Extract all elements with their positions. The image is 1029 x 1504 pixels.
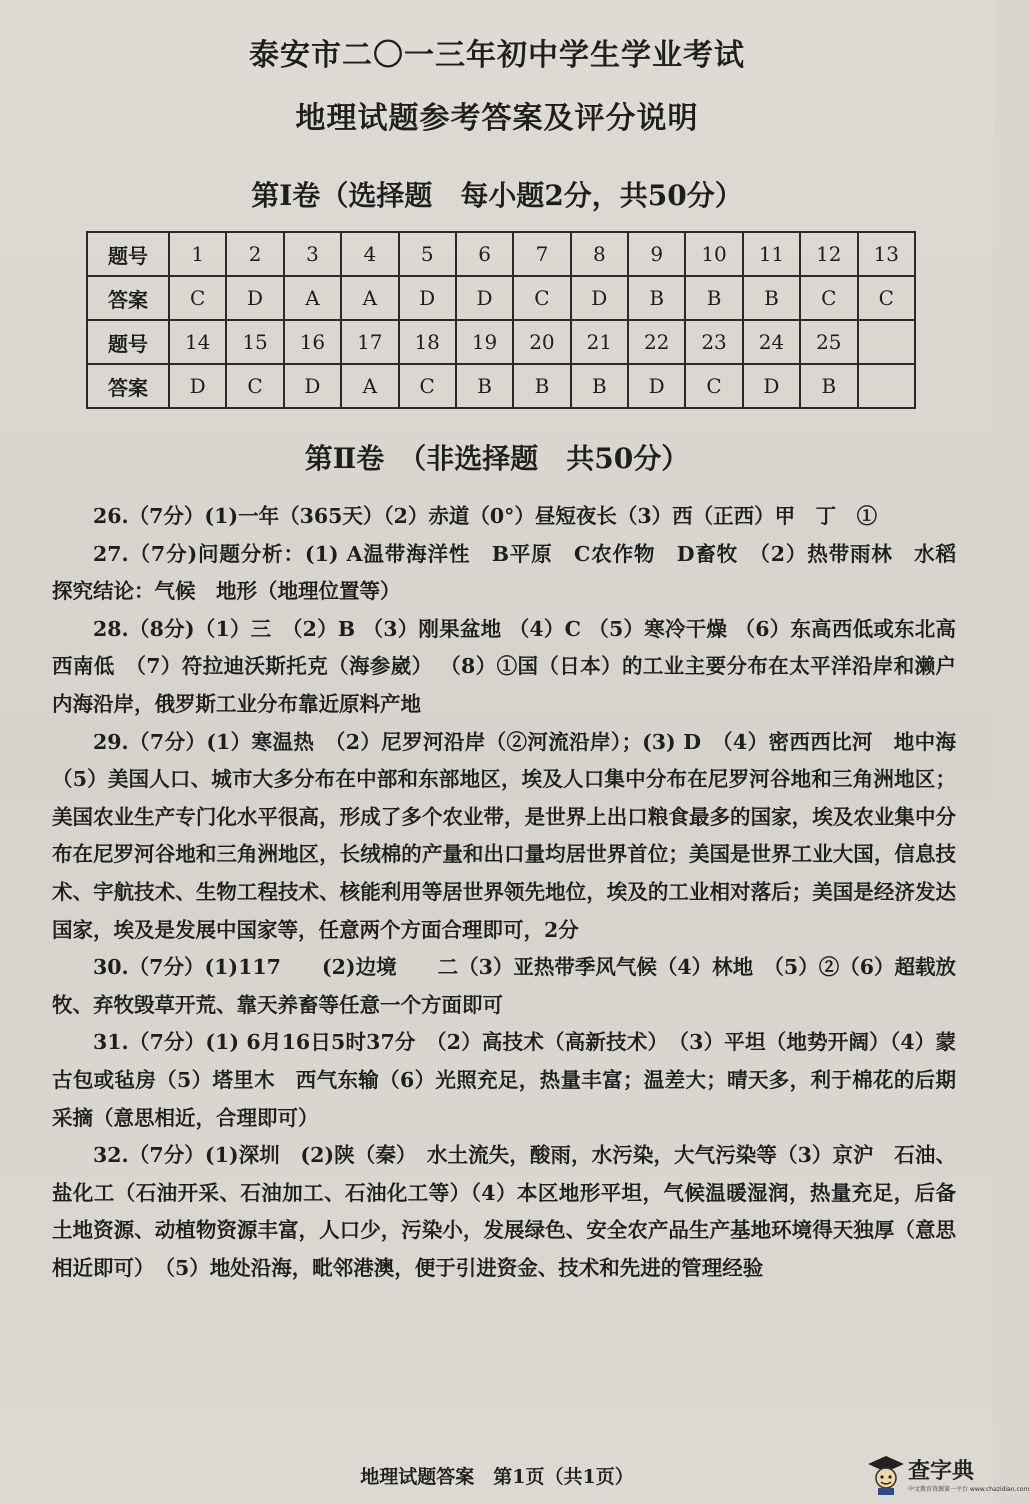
- table-cell: C: [226, 364, 283, 408]
- table-row: [87, 364, 915, 408]
- table-cell: 6: [456, 232, 513, 276]
- section-1-title: 第Ⅰ卷（选择题 每小题2分，共50分）: [251, 179, 743, 212]
- table-cell: 16: [284, 320, 341, 364]
- table-cell: A: [284, 276, 341, 320]
- table-cell: 20: [513, 320, 570, 364]
- watermark-logo: [866, 1452, 1029, 1496]
- table-row: [87, 276, 915, 320]
- answers-body: [52, 498, 977, 1287]
- answer-28: 28.（8分)（1）三 （2）B （3）刚果盆地 （4）C （5）寒冷干燥 （6）东高西低或东北高西南低 （7）符拉迪沃斯托克（海参崴） （8）①国（日本）的工业主要分布在太平洋沿岸和濑户内海沿岸，俄罗斯工业分布靠近原料产地: [52, 616, 956, 716]
- row-header-cell: 答案: [87, 364, 169, 408]
- table-cell: B: [456, 364, 513, 408]
- table-cell: 18: [399, 320, 456, 364]
- table-cell: C: [858, 276, 916, 320]
- table-cell: 23: [685, 320, 742, 364]
- table-cell: C: [399, 364, 456, 408]
- table-cell: 2: [226, 232, 283, 276]
- answer-table: [86, 231, 916, 409]
- table-cell: 15: [226, 320, 283, 364]
- table-row: [87, 232, 915, 276]
- table-cell: D: [399, 276, 456, 320]
- table-cell: 21: [571, 320, 628, 364]
- table-cell: 14: [169, 320, 226, 364]
- table-cell: D: [571, 276, 628, 320]
- answer-key-title: 地理试题参考答案及评分说明: [295, 101, 699, 136]
- table-cell: C: [685, 364, 742, 408]
- table-cell: D: [226, 276, 283, 320]
- table-cell: C: [513, 276, 570, 320]
- table-cell: 24: [743, 320, 800, 364]
- table-cell: D: [456, 276, 513, 320]
- table-cell: B: [685, 276, 742, 320]
- answer-30: 30.（7分）(1)117 (2)边境 二（3）亚热带季风气候（4）林地 （5）②（6）超载放牧、弃牧毁草开荒、靠天养畜等任意一个方面即可: [52, 955, 956, 1017]
- answer-26: 26.（7分）(1)一年（365天）（2）赤道（0°）昼短夜长（3）西（正西）甲 丁 ①: [93, 504, 878, 528]
- table-cell: 3: [284, 232, 341, 276]
- logo-subtitle: 中文教育资源第一平台 www.chazidian.com: [908, 1486, 1029, 1493]
- table-cell: 25: [800, 320, 857, 364]
- table-cell: 12: [800, 232, 857, 276]
- answer-29: 29.（7分）(1）寒温热 （2）尼罗河沿岸（②河流沿岸）；(3) D （4）密西西比河 地中海 （5）美国人口、城市大多分布在中部和东部地区，埃及人口集中分布在尼罗河谷地和三角洲地区；美国农业生产专门化水平很高，形成了多个农业带，是世界上出口粮食最多的国家，埃及农业集中分布在尼罗河谷地和三角洲地区，长绒棉的产量和出口量均居世界首位；美国是世界工业大国，信息技术、宇航技术、生物工程技术、核能利用等居世界领先地位，埃及的工业相对落后；美国是经济发达国家，埃及是发展中国家等，任意两个方面合理即可，2分: [52, 729, 977, 942]
- table-cell: [858, 364, 916, 408]
- graduate-cap-icon: [866, 1452, 906, 1496]
- table-cell: 8: [571, 232, 628, 276]
- table-cell: 22: [628, 320, 685, 364]
- exam-title: 泰安市二〇一三年初中学生学业考试: [249, 38, 745, 73]
- table-cell: C: [800, 276, 857, 320]
- table-cell: 4: [341, 232, 398, 276]
- section-2-title: 第Ⅱ卷 （非选择题 共50分）: [304, 442, 690, 475]
- table-cell: B: [513, 364, 570, 408]
- table-cell: 19: [456, 320, 513, 364]
- table-cell: [858, 320, 916, 364]
- row-header-cell: 答案: [87, 276, 169, 320]
- table-cell: 1: [169, 232, 226, 276]
- table-cell: B: [571, 364, 628, 408]
- table-cell: D: [284, 364, 341, 408]
- table-cell: 17: [341, 320, 398, 364]
- row-header-cell: 题号: [87, 232, 169, 276]
- table-cell: B: [628, 276, 685, 320]
- page-footer: 地理试题答案 第1页（共1页）: [360, 1466, 634, 1488]
- logo-text: 查字典: [908, 1459, 975, 1484]
- table-cell: C: [169, 276, 226, 320]
- answer-31: 31.（7分）(1) 6月16日5时37分 （2）高技术（高新技术） （3）平坦（地势开阔）（4）蒙古包或毡房（5）塔里木 西气东输（6）光照充足，热量丰富；温差大；晴天多，利于棉花的后期采摘（意思相近，合理即可）: [52, 1030, 956, 1130]
- table-cell: B: [743, 276, 800, 320]
- row-header-cell: 题号: [87, 320, 169, 364]
- table-cell: 13: [858, 232, 916, 276]
- answer-32: 32.（7分）(1)深圳 (2)陕（秦） 水土流失，酸雨，水污染，大气污染等（3）京沪 石油、盐化工（石油开采、石油加工、石油化工等）（4）本区地形平坦，气候温暖湿润，热量充足，后备土地资源、动植物资源丰富，人口少，污染小，发展绿色、安全农产品生产基地环境得天独厚（意思相近即可） （5）地处沿海，毗邻港澳，便于引进资金、技术和先进的管理经验: [52, 1143, 956, 1280]
- answer-27: 27.（7分)问题分析：(1) A温带海洋性 B平原 C农作物 D畜牧 （2）热带雨林 水稻 探究结论：气候 地形（地理位置等）: [52, 541, 977, 604]
- table-cell: 9: [628, 232, 685, 276]
- table-cell: A: [341, 276, 398, 320]
- table-cell: 10: [685, 232, 742, 276]
- table-cell: D: [628, 364, 685, 408]
- table-cell: B: [800, 364, 857, 408]
- table-cell: A: [341, 364, 398, 408]
- table-row: [87, 320, 915, 364]
- table-cell: 5: [399, 232, 456, 276]
- table-cell: D: [169, 364, 226, 408]
- table-cell: D: [743, 364, 800, 408]
- table-cell: 11: [743, 232, 800, 276]
- table-cell: 7: [513, 232, 570, 276]
